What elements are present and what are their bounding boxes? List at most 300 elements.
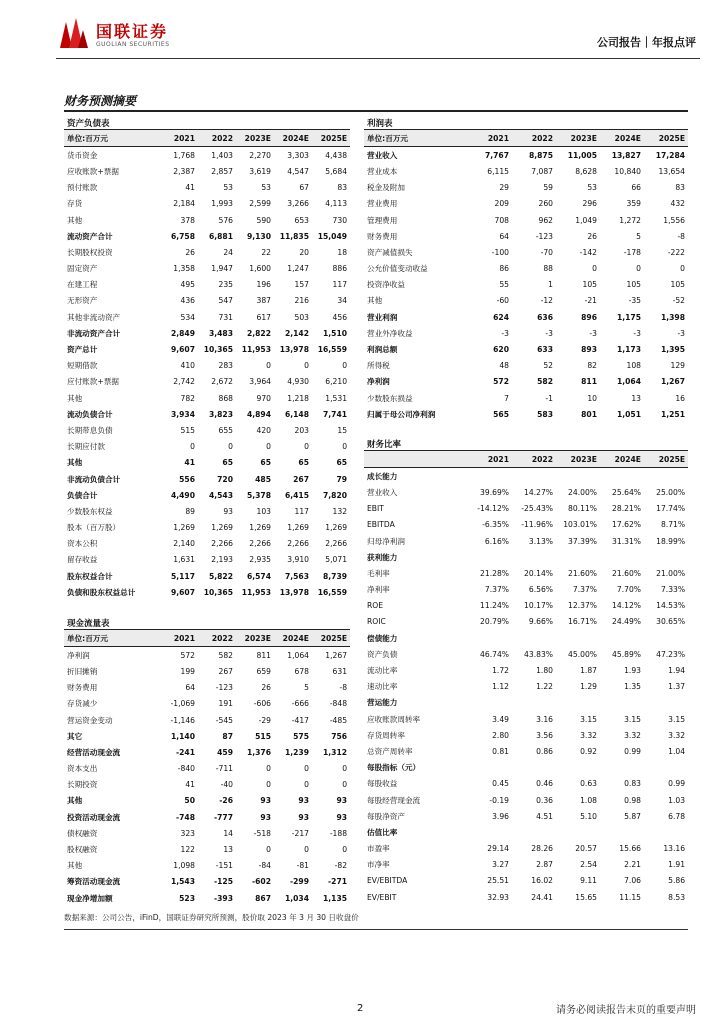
table-row xyxy=(364,646,688,662)
table-cell: 37.39% xyxy=(568,536,597,546)
table-row xyxy=(64,874,350,890)
table-cell: 64 xyxy=(185,683,195,693)
table-cell: 436 xyxy=(180,296,195,306)
table-cell: -70 xyxy=(540,247,553,257)
row-label: 长期应付款 xyxy=(67,442,105,452)
table-cell: 0.46 xyxy=(536,779,553,789)
row-label: 长期带息负债 xyxy=(67,425,113,435)
table-cell: 5,822 xyxy=(208,571,233,581)
table-row xyxy=(364,358,688,374)
row-label: 长期投资 xyxy=(67,780,98,790)
row-label: 存货周转率 xyxy=(367,730,405,740)
table-cell: 132 xyxy=(332,506,348,516)
table-cell: 3.15 xyxy=(668,714,686,724)
table-cell: 970 xyxy=(256,393,271,403)
table-cell: 86 xyxy=(499,264,509,274)
table-row xyxy=(64,584,350,600)
table-cell: 10,365 xyxy=(203,587,233,597)
table-cell: 1.12 xyxy=(492,682,509,692)
table-cell: 1,993 xyxy=(211,199,233,209)
table-cell: 636 xyxy=(537,312,553,322)
table-cell: 1.04 xyxy=(668,746,686,756)
table-cell: 157 xyxy=(294,280,309,290)
table-cell: 5 xyxy=(304,683,309,693)
table-cell: 21.60% xyxy=(612,568,641,578)
table-row xyxy=(364,889,688,905)
row-label: EV/EBITDA xyxy=(367,876,408,886)
row-label: 负债和股东权益总计 xyxy=(67,587,136,597)
table-cell: 88 xyxy=(543,264,553,274)
row-label: EBITDA xyxy=(367,520,395,530)
table-cell: 3.15 xyxy=(580,714,597,724)
table-cell: 52 xyxy=(543,361,553,371)
table-cell xyxy=(556,695,600,711)
table-cell: -81 xyxy=(296,861,309,871)
table-cell: 515 xyxy=(180,425,195,435)
table-cell: 41 xyxy=(185,780,195,790)
table-cell: 10.17% xyxy=(524,601,553,611)
row-label: 营业收入 xyxy=(367,487,398,497)
column-header: 2023E xyxy=(556,130,600,147)
table-cell xyxy=(512,549,556,565)
row-label: EBIT xyxy=(367,504,384,514)
table-row xyxy=(64,890,350,906)
table-cell: 0.63 xyxy=(580,779,597,789)
table-cell: 0.36 xyxy=(536,795,553,805)
table-cell: 1,064 xyxy=(616,377,641,387)
table-cell: 1,631 xyxy=(173,555,195,565)
table-cell: 1,543 xyxy=(170,877,195,887)
row-label: 非流动负债合计 xyxy=(67,474,121,484)
table-cell: -142 xyxy=(579,247,597,257)
table-cell: 708 xyxy=(494,215,509,225)
table-cell: 1,510 xyxy=(323,328,348,338)
table-cell: 2,266 xyxy=(287,539,309,549)
table-cell: 6,115 xyxy=(487,166,509,176)
table-cell: 1.08 xyxy=(580,795,597,805)
table-row xyxy=(64,777,350,793)
balance-sheet-table xyxy=(64,116,350,600)
column-header: 2024E xyxy=(600,130,644,147)
table-cell: 7,767 xyxy=(484,150,509,160)
table-row xyxy=(364,180,688,196)
table-row xyxy=(64,647,350,664)
table-row xyxy=(64,277,350,293)
table-row xyxy=(364,147,688,164)
table-cell: 24.00% xyxy=(568,487,597,497)
table-cell xyxy=(600,549,644,565)
table-cell: 2,142 xyxy=(284,328,309,338)
table-cell: 26 xyxy=(261,683,271,693)
table-cell: 29.14 xyxy=(487,844,509,854)
table-cell: 5.87 xyxy=(624,811,641,821)
table-cell: -3 xyxy=(545,328,553,338)
table-cell: 1,173 xyxy=(616,345,641,355)
table-cell: 1.22 xyxy=(536,682,553,692)
table-cell xyxy=(600,468,644,485)
table-row xyxy=(364,228,688,244)
table-row xyxy=(364,212,688,228)
table-cell: -518 xyxy=(253,828,271,838)
table-cell: 9,607 xyxy=(170,345,195,355)
table-cell: 582 xyxy=(537,377,553,387)
table-row xyxy=(64,841,350,857)
row-label: 股权融资 xyxy=(67,845,98,855)
table-cell: 14.27% xyxy=(524,487,553,497)
table-cell: 1,140 xyxy=(170,731,195,741)
table-cell: 6,758 xyxy=(170,231,195,241)
row-label: 资本支出 xyxy=(67,764,98,774)
table-cell: 117 xyxy=(332,280,348,290)
table-cell: 323 xyxy=(180,828,195,838)
row-label: 长期股权投资 xyxy=(67,247,113,257)
table-cell: -26 xyxy=(219,796,233,806)
column-header: 2023E xyxy=(556,451,600,468)
table-cell: 43.83% xyxy=(524,649,553,659)
table-row xyxy=(64,196,350,212)
table-cell: 15 xyxy=(337,425,348,435)
row-label: 股东权益合计 xyxy=(67,571,113,581)
table-cell: 22 xyxy=(261,247,271,257)
table-cell: 617 xyxy=(256,312,271,322)
table-cell: 1,269 xyxy=(173,523,195,533)
row-label: 筹资活动现金流 xyxy=(67,877,121,887)
table-cell: 108 xyxy=(626,361,641,371)
row-label: 其他 xyxy=(67,215,83,225)
table-cell: 378 xyxy=(180,215,195,225)
table-row xyxy=(64,439,350,455)
table-cell: 5,117 xyxy=(170,571,195,581)
table-cell: 3,823 xyxy=(208,409,233,419)
table-cell: 459 xyxy=(217,747,233,757)
table-cell: -35 xyxy=(628,296,641,306)
table-cell: 7.70% xyxy=(616,585,641,595)
table-cell: 756 xyxy=(331,731,348,741)
table-cell: 122 xyxy=(180,845,195,855)
table-row xyxy=(364,501,688,517)
table-cell: 45.00% xyxy=(568,649,597,659)
table-cell: 20 xyxy=(299,247,309,257)
table-cell: 105 xyxy=(670,280,686,290)
table-cell xyxy=(468,468,512,485)
row-label: ROE xyxy=(367,601,384,611)
table-cell: 503 xyxy=(294,312,309,322)
table-cell: 3,483 xyxy=(208,328,233,338)
table-cell: 13 xyxy=(631,393,641,403)
table-cell: 10 xyxy=(587,393,597,403)
table-cell: 53 xyxy=(261,183,271,193)
column-header: 2024E xyxy=(600,451,644,468)
table-cell: 6,881 xyxy=(208,231,233,241)
table-row xyxy=(64,761,350,777)
table-cell: 80.11% xyxy=(568,504,597,514)
row-label: 资产减值损失 xyxy=(367,247,413,257)
table-cell: 46.74% xyxy=(480,649,509,659)
row-label: 经营活动现金流 xyxy=(67,747,121,757)
table-cell: 2,935 xyxy=(249,555,271,565)
table-cell xyxy=(644,824,688,840)
table-cell: 26 xyxy=(185,247,195,257)
table-cell: -222 xyxy=(667,247,686,257)
table-cell: 20.79% xyxy=(480,617,509,627)
table-cell: 7,087 xyxy=(531,166,553,176)
table-cell: 8.53 xyxy=(668,892,686,902)
column-header: 2022 xyxy=(512,451,556,468)
table-cell: 6.56% xyxy=(528,585,553,595)
table-cell: 0 xyxy=(680,264,686,274)
table-cell: 41 xyxy=(184,458,195,468)
table-cell: -485 xyxy=(329,715,348,725)
table-cell: 678 xyxy=(294,666,309,676)
row-label: 市盈率 xyxy=(367,844,390,854)
table-cell: 5,684 xyxy=(325,166,348,176)
header-divider xyxy=(56,58,700,59)
table-cell: -217 xyxy=(291,828,309,838)
table-row xyxy=(364,582,688,598)
page-number: 2 xyxy=(357,1003,364,1014)
table-cell: 1,269 xyxy=(249,523,271,533)
table-cell: 534 xyxy=(180,312,195,322)
table-cell: 1,064 xyxy=(287,650,309,660)
table-cell: 3.56 xyxy=(536,730,553,740)
cash-flow-table xyxy=(64,616,350,906)
table-cell: 1,398 xyxy=(660,312,686,322)
table-row xyxy=(364,374,688,390)
table-cell: 3,619 xyxy=(249,166,271,176)
table-row xyxy=(364,293,688,309)
table-cell: -60 xyxy=(496,296,509,306)
table-cell: 13,978 xyxy=(279,345,309,355)
row-label: 每股净资产 xyxy=(367,811,405,821)
table-cell: 1,531 xyxy=(325,393,348,403)
table-cell: 17.62% xyxy=(612,520,641,530)
table-cell: 1,049 xyxy=(575,215,597,225)
table-cell: 48 xyxy=(499,361,509,371)
table-row xyxy=(64,536,350,552)
row-label: 资本公积 xyxy=(67,539,98,549)
table-cell: 456 xyxy=(332,312,348,322)
table-cell: 4,930 xyxy=(287,377,309,387)
table-row xyxy=(64,809,350,825)
table-cell: 89 xyxy=(185,506,195,516)
table-cell: 0.99 xyxy=(624,746,641,756)
table-cell: 6,210 xyxy=(325,377,348,387)
table-cell: 93 xyxy=(336,812,348,822)
table-title: 利润表 xyxy=(364,116,688,130)
table-cell xyxy=(556,760,600,776)
financial-ratios-table xyxy=(364,437,688,905)
table-cell: 8,628 xyxy=(575,166,597,176)
row-label: 负债合计 xyxy=(67,490,98,500)
table-cell: 3.16 xyxy=(536,714,553,724)
table-row xyxy=(64,568,350,584)
row-label: 其它 xyxy=(67,731,83,741)
table-cell: 3,964 xyxy=(249,377,271,387)
table-cell: -1,069 xyxy=(170,699,195,709)
logo-mark-icon xyxy=(56,16,90,50)
table-cell: 1,051 xyxy=(616,409,641,419)
table-cell: 4,490 xyxy=(170,490,195,500)
table-cell: 720 xyxy=(217,474,233,484)
table-cell: 129 xyxy=(670,361,686,371)
table-row xyxy=(64,793,350,809)
row-label: 管理费用 xyxy=(367,215,398,225)
table-row xyxy=(364,711,688,727)
table-cell: 296 xyxy=(582,199,597,209)
table-cell xyxy=(468,549,512,565)
row-label: 营业利润 xyxy=(367,312,398,322)
row-label: 偿债能力 xyxy=(367,633,398,643)
table-cell: 16 xyxy=(675,393,686,403)
row-label: ROIC xyxy=(367,617,386,627)
table-row xyxy=(364,549,688,565)
table-cell: 2,266 xyxy=(325,539,348,549)
table-cell: 39.69% xyxy=(480,487,509,497)
table-row xyxy=(64,163,350,179)
row-label: 无形资产 xyxy=(67,296,98,306)
table-cell: 1.37 xyxy=(668,682,686,692)
table-cell: 8,739 xyxy=(323,571,348,581)
table-cell: 11,953 xyxy=(241,587,271,597)
column-header: 2025E xyxy=(644,130,688,147)
table-cell: 65 xyxy=(260,458,271,468)
table-cell: 25.51 xyxy=(487,876,509,886)
table-cell: 9.66% xyxy=(528,617,553,627)
row-label: 少数股东权益 xyxy=(67,506,113,516)
table-cell: 47.23% xyxy=(656,649,686,659)
table-cell: 25.00% xyxy=(656,487,686,497)
table-cell: 45.89% xyxy=(612,649,641,659)
table-cell: 6.78 xyxy=(668,811,686,821)
table-cell: 196 xyxy=(256,280,271,290)
table-cell: 7 xyxy=(504,393,509,403)
table-cell: 575 xyxy=(293,731,309,741)
table-row xyxy=(364,244,688,260)
income-statement-table xyxy=(364,116,688,422)
table-cell: 16.71% xyxy=(568,617,597,627)
table-cell: -29 xyxy=(258,715,271,725)
table-cell: 83 xyxy=(675,183,686,193)
table-cell: 93 xyxy=(223,506,233,516)
table-cell: 16,559 xyxy=(317,587,348,597)
table-cell: 547 xyxy=(218,296,233,306)
table-cell xyxy=(644,549,688,565)
table-cell: 1,395 xyxy=(660,345,686,355)
row-label: 流动资产合计 xyxy=(67,231,113,241)
table-cell: 55 xyxy=(499,280,509,290)
table-cell: 2,822 xyxy=(246,328,271,338)
table-cell: 5,378 xyxy=(246,490,271,500)
table-cell xyxy=(512,824,556,840)
row-label: 每股收益 xyxy=(367,779,398,789)
table-cell: 3,266 xyxy=(287,199,309,209)
row-label: 折旧摊销 xyxy=(67,666,98,676)
company-logo xyxy=(56,14,186,54)
table-cell: 893 xyxy=(581,345,597,355)
row-label: 其他非流动资产 xyxy=(67,312,121,322)
table-cell: 631 xyxy=(332,666,348,676)
logo-text-en: GUOLIAN SECURITIES xyxy=(96,41,170,48)
report-type: 公司报告｜年报点评 xyxy=(597,36,696,49)
table-cell: 31.31% xyxy=(612,536,641,546)
table-row xyxy=(364,792,688,808)
table-row xyxy=(364,533,688,549)
table-cell: -25.43% xyxy=(521,504,553,514)
table-cell: 1.03 xyxy=(668,795,686,805)
table-cell: 0 xyxy=(304,764,309,774)
table-cell: 1,267 xyxy=(660,377,686,387)
table-cell: -84 xyxy=(258,861,271,871)
row-label: 应收账款+票据 xyxy=(67,166,119,176)
table-cell: 103 xyxy=(256,506,271,516)
table-cell: 0.92 xyxy=(580,746,597,756)
table-cell: -840 xyxy=(177,764,195,774)
row-label: 毛利率 xyxy=(367,568,390,578)
table-cell: 59 xyxy=(543,183,553,193)
table-cell: 25.64% xyxy=(612,487,641,497)
section-divider xyxy=(64,110,688,112)
table-cell: 1,135 xyxy=(323,893,348,903)
table-cell xyxy=(556,630,600,646)
table-row xyxy=(64,325,350,341)
table-cell xyxy=(644,695,688,711)
row-label: 应付账款+票据 xyxy=(67,377,119,387)
column-header xyxy=(364,451,468,468)
row-label: 在建工程 xyxy=(67,280,98,290)
table-cell: 2,266 xyxy=(249,539,271,549)
table-cell: 21.28% xyxy=(480,568,509,578)
table-cell xyxy=(644,630,688,646)
row-label: 成长能力 xyxy=(367,471,398,481)
table-row xyxy=(364,325,688,341)
table-cell: 2,849 xyxy=(170,328,195,338)
table-row xyxy=(64,422,350,438)
table-cell: 1.87 xyxy=(580,666,597,676)
table-cell: 5.86 xyxy=(668,876,686,886)
table-cell: 15.65 xyxy=(575,892,597,902)
row-label: 净利润 xyxy=(67,650,90,660)
table-cell: 1,269 xyxy=(287,523,309,533)
table-cell: 17,284 xyxy=(655,150,686,160)
table-cell: 203 xyxy=(294,425,309,435)
table-cell: -100 xyxy=(491,247,509,257)
row-label: 营业成本 xyxy=(367,166,398,176)
table-cell: 5.10 xyxy=(580,811,597,821)
table-row xyxy=(364,808,688,824)
table-row xyxy=(364,277,688,293)
table-cell: 191 xyxy=(218,699,233,709)
table-cell: 6,574 xyxy=(246,571,271,581)
table-cell: 3,303 xyxy=(287,150,309,160)
column-header: 2024E xyxy=(274,630,312,647)
table-cell: 11,005 xyxy=(567,150,597,160)
table-cell: 65 xyxy=(298,458,309,468)
table-row xyxy=(364,614,688,630)
table-cell: 0 xyxy=(342,764,348,774)
table-cell: 41 xyxy=(185,183,195,193)
table-cell: 2.87 xyxy=(536,860,553,870)
table-cell: 633 xyxy=(537,345,553,355)
table-cell xyxy=(468,695,512,711)
table-cell: 1,034 xyxy=(284,893,309,903)
table-row xyxy=(64,471,350,487)
table-cell: 199 xyxy=(180,666,195,676)
table-title: 现金流量表 xyxy=(64,616,350,630)
table-cell: 29 xyxy=(499,183,509,193)
table-cell: 12.37% xyxy=(568,601,597,611)
table-row xyxy=(364,695,688,711)
table-cell: 4.51 xyxy=(536,811,553,821)
